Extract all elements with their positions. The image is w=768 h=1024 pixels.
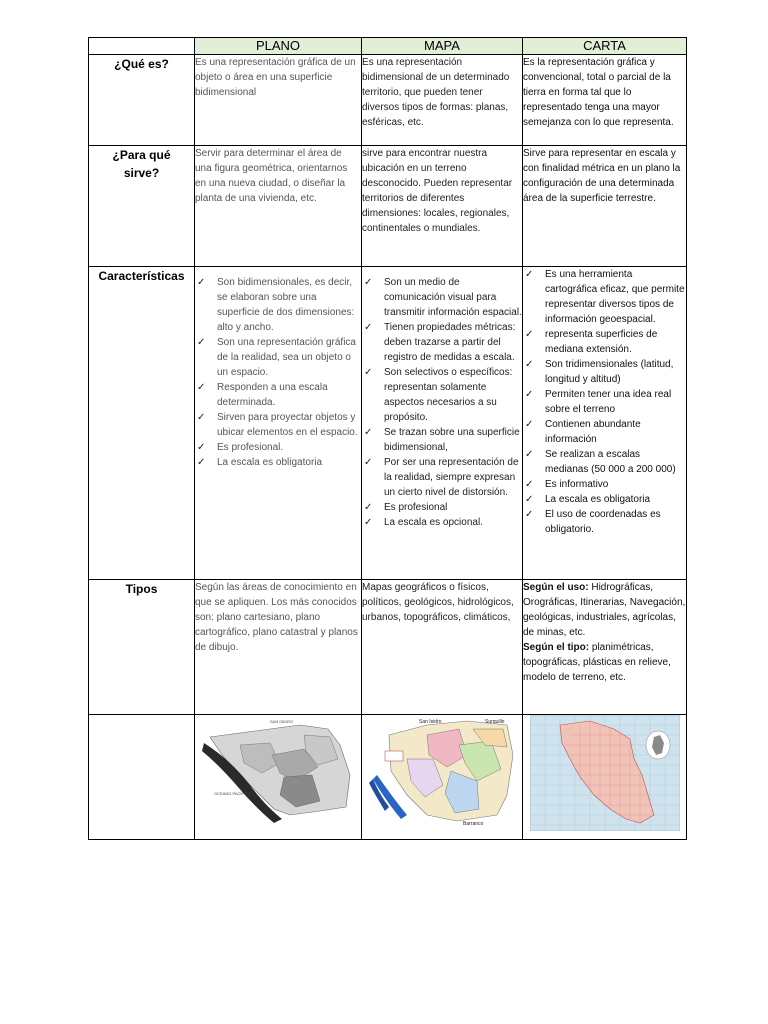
row-label-caracteristicas: Características — [89, 267, 195, 580]
plano-map-image — [200, 715, 356, 827]
header-plano: PLANO — [195, 38, 362, 55]
checkmark-icon: ✓ — [525, 389, 534, 400]
checkmark-icon: ✓ — [364, 322, 373, 333]
caracteristicas-plano — [195, 267, 362, 580]
checkmark-icon: ✓ — [525, 494, 534, 505]
characteristic-text: Es una herramienta cartográfica eficaz, que permite representar diversos tipos de información geoespacial. — [545, 269, 685, 325]
characteristic-item — [523, 417, 686, 447]
row-label-que-es: ¿Qué es? — [89, 55, 195, 146]
row-images — [89, 715, 687, 840]
characteristic-item — [362, 500, 522, 515]
caracteristicas-mapa — [362, 267, 523, 580]
row-caracteristicas — [89, 267, 687, 580]
row-para-que — [89, 146, 687, 267]
characteristic-item — [195, 455, 361, 470]
characteristic-text: La escala es opcional. — [384, 517, 483, 528]
que-es-carta: Es la representación gráfica y convencional, total o parcial de la tierra en forma tal que lo representado tenga una mayor semejanza con lo que representa. — [523, 55, 687, 146]
checkmark-icon: ✓ — [197, 337, 206, 348]
checkmark-icon: ✓ — [364, 367, 373, 378]
checkmark-icon: ✓ — [525, 479, 534, 490]
que-es-plano: Es una representación gráfica de un objeto o área en una superficie bidimensional — [195, 55, 362, 146]
characteristic-text: El uso de coordenadas es obligatorio. — [545, 509, 661, 535]
mapa-image-cell — [362, 715, 523, 840]
row-label-images — [89, 715, 195, 840]
checkmark-icon: ✓ — [364, 427, 373, 438]
checkmark-icon: ✓ — [197, 277, 206, 288]
checkmark-icon: ✓ — [364, 457, 373, 468]
characteristic-text: Son tridimensionales (latitud, longitud y altitud) — [545, 359, 674, 385]
svg-text:San Isidro: San Isidro — [419, 719, 442, 725]
characteristic-text: Sirven para proyectar objetos y ubicar elementos en el espacio. — [217, 412, 358, 438]
characteristic-item — [362, 320, 522, 365]
checkmark-icon: ✓ — [525, 269, 534, 280]
tipos-carta-tipo: planimétricas, topográficas, plásticas en relieve, modelo de terreno, etc. — [523, 642, 671, 683]
characteristic-item — [523, 492, 686, 507]
checkmark-icon: ✓ — [525, 419, 534, 430]
characteristic-item — [523, 357, 686, 387]
tipos-carta-uso-label: Según el uso: — [523, 582, 589, 593]
characteristic-item — [195, 335, 361, 380]
que-es-mapa: Es una representación bidimensional de un determinado territorio, que pueden tener diversos tipos de formas: planas, esféricas, etc. — [362, 55, 523, 146]
characteristic-item — [523, 447, 686, 477]
characteristic-text: Tienen propiedades métricas: deben trazarse a partir del registro de medidas a escala. — [384, 322, 516, 363]
tipos-carta-uso: Hidrográficas, Orográficas, Itinerarias, Navegación, geológicas, industriales, agrícolas, de minas, etc. — [523, 582, 686, 638]
carta-image-cell — [523, 715, 687, 840]
checkmark-icon: ✓ — [364, 517, 373, 528]
tipos-carta — [523, 580, 687, 715]
row-label-para-que: ¿Para qué sirve? — [89, 146, 195, 267]
para-que-carta: Sirve para representar en escala y con finalidad métrica en un plano la configuración de una determinada área de la superficie terrestre. — [523, 146, 687, 267]
characteristic-text: Es profesional. — [217, 442, 284, 453]
svg-text:SAN ISIDRO: SAN ISIDRO — [270, 719, 294, 724]
characteristic-text: Es profesional — [384, 502, 448, 513]
characteristic-text: Son selectivos o específicos: representan solamente aspectos necesarios a su propósito. — [384, 367, 513, 423]
characteristic-text: La escala es obligatoria — [217, 457, 323, 468]
checkmark-icon: ✓ — [525, 449, 534, 460]
caracteristicas-mapa-list — [362, 275, 522, 530]
svg-text:OCEANO PACIFICO: OCEANO PACIFICO — [214, 791, 252, 796]
caracteristicas-carta — [523, 267, 687, 580]
plano-image-cell — [195, 715, 362, 840]
caracteristicas-carta-list — [523, 267, 686, 537]
characteristic-item — [362, 365, 522, 425]
characteristic-item — [523, 507, 686, 537]
characteristic-item — [523, 327, 686, 357]
checkmark-icon: ✓ — [525, 509, 534, 520]
characteristic-item — [195, 440, 361, 455]
mapa-map-image — [367, 715, 517, 829]
characteristic-text: representa superficies de mediana extensión. — [545, 329, 658, 355]
characteristic-item — [362, 455, 522, 500]
checkmark-icon: ✓ — [197, 412, 206, 423]
tipos-mapa: Mapas geográficos o físicos, políticos, geológicos, hidrológicos, urbanos, topográficos, climáticos, — [362, 580, 523, 715]
header-carta: CARTA — [523, 38, 687, 55]
carta-map-image — [530, 715, 680, 831]
tipos-carta-tipo-label: Según el tipo: — [523, 642, 590, 653]
header-row — [89, 38, 687, 55]
para-que-mapa: sirve para encontrar nuestra ubicación en un terreno desconocido. Pueden representar territorios de diferentes dimensiones: locales, regionales, continentales o mundiales. — [362, 146, 523, 267]
comparison-table — [88, 37, 687, 840]
row-tipos — [89, 580, 687, 715]
characteristic-item — [362, 515, 522, 530]
characteristic-item — [195, 410, 361, 440]
row-label-tipos: Tipos — [89, 580, 195, 715]
para-que-plano: Servir para determinar el área de una figura geométrica, orientarnos en una nueva ciudad, o diseñar la planta de una vivienda, etc. — [195, 146, 362, 267]
checkmark-icon: ✓ — [525, 359, 534, 370]
characteristic-text: Responden a una escala determinada. — [217, 382, 328, 408]
checkmark-icon: ✓ — [197, 457, 206, 468]
characteristic-item — [195, 275, 361, 335]
characteristic-item — [523, 267, 686, 327]
characteristic-item — [523, 387, 686, 417]
characteristic-text: Son una representación gráfica de la realidad, sea un objeto o un espacio. — [217, 337, 356, 378]
header-blank-cell — [89, 38, 195, 55]
checkmark-icon: ✓ — [364, 502, 373, 513]
checkmark-icon: ✓ — [364, 277, 373, 288]
characteristic-text: La escala es obligatoria — [545, 494, 651, 505]
characteristic-item — [362, 275, 522, 320]
characteristic-text: Contienen abundante información — [545, 419, 641, 445]
svg-text:Surquillo: Surquillo — [485, 719, 505, 725]
checkmark-icon: ✓ — [197, 382, 206, 393]
characteristic-text: Son un medio de comunicación visual para transmitir información espacial. — [384, 277, 522, 318]
caracteristicas-plano-list — [195, 275, 361, 470]
checkmark-icon: ✓ — [525, 329, 534, 340]
characteristic-text: Permiten tener una idea real sobre el terreno — [545, 389, 672, 415]
characteristic-item — [362, 425, 522, 455]
svg-text:Barranco: Barranco — [463, 821, 484, 827]
checkmark-icon: ✓ — [197, 442, 206, 453]
characteristic-text: Se trazan sobre una superficie bidimensional, — [384, 427, 520, 453]
tipos-plano: Según las áreas de conocimiento en que se apliquen. Los más conocidos son: plano cartesiano, plano cartográfico, plano catastral y planos de dibujo. — [195, 580, 362, 715]
row-que-es — [89, 55, 687, 146]
characteristic-item — [195, 380, 361, 410]
characteristic-text: Son bidimensionales, es decir, se elaboran sobre una superficie de dos dimensiones: alto y ancho. — [217, 277, 355, 333]
characteristic-text: Por ser una representación de la realidad, siempre expresan un cierto nivel de distorsión. — [384, 457, 519, 498]
characteristic-text: Se realizan a escalas medianas (50 000 a 200 000) — [545, 449, 676, 475]
characteristic-item — [523, 477, 686, 492]
header-mapa: MAPA — [362, 38, 523, 55]
characteristic-text: Es informativo — [545, 479, 609, 490]
